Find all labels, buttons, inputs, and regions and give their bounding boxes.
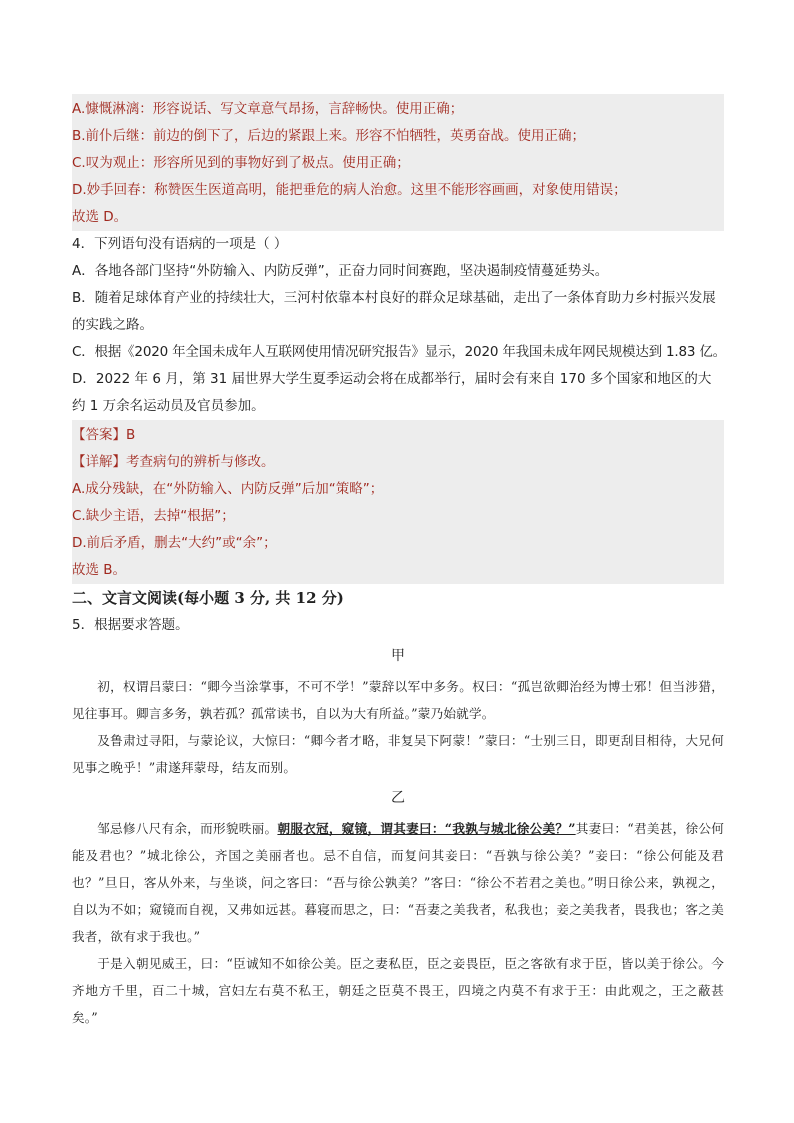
question-4-stem: 4．下列语句没有语病的一项是（ ） xyxy=(72,236,288,252)
answer-block-q3 xyxy=(72,94,724,231)
detail-row xyxy=(72,449,724,476)
question-4-option-a: A．各地各部门坚持“外防输入、内防反弹”，正奋力同时间赛跑，坚决遏制疫情蔓延势头。 xyxy=(72,263,609,279)
question-5-stem: 5．根据要求答题。 xyxy=(72,617,189,633)
passage-yi-p1-start: 邹忌修八尺有余，而形貌昳丽。 xyxy=(97,821,278,836)
passage-yi-paragraph-1 xyxy=(72,815,724,950)
answer-line-a: A.成分残缺，在“外防输入、内防反弹”后加“策略”； xyxy=(72,481,384,497)
passage-title-yi: 乙 xyxy=(391,790,405,806)
answer-row xyxy=(72,422,724,449)
question-4-option-c: C．根据《2020 年全国未成年人互联网使用情况研究报告》显示，2020 年我国未成年网民规模达到 1.83 亿。 xyxy=(72,344,726,360)
answer-line-c: C.叹为观止：形容所见到的事物好到了极点。使用正确； xyxy=(72,155,410,171)
question-4-option-d: D．2022 年 6 月，第 31 届世界大学生夏季运动会将在成都举行，届时会有来自 170 多个国家和地区的大约 1 万余名运动员及官员参加。 xyxy=(72,371,712,414)
question-4-option-b: B．随着足球体育产业的持续壮大，三河村依靠本村良好的群众足球基础，走出了一条体育助力乡村振兴发展的实践之路。 xyxy=(72,290,716,333)
document-page xyxy=(72,94,724,1031)
section-heading: 二、文言文阅读(每小题 3 分, 共 12 分) xyxy=(72,589,344,607)
answer-line-c: C.缺少主语，去掉“根据”； xyxy=(72,508,235,524)
passage-title-jia: 甲 xyxy=(391,648,405,664)
answer-line-d: D.前后矛盾，删去“大约”或“余”； xyxy=(72,535,277,551)
answer-choice: 故选 D。 xyxy=(72,209,128,225)
passage-yi-p1-rest: 其妻曰：“君美甚，徐公何能及君也？”城北徐公，齐国之美丽者也。忌不自信，而复问其妾曰：“吾孰与徐公美？”妾曰：“徐公何能及君也？”旦日，客从外来，与坐谈，问之客曰：“吾与徐公孰美？”客曰：“徐公不若君之美也。”明日徐公来，孰视之，自以为不如；窥镜而自视，又弗如远甚。暮寝而思之，曰：“吾妻之美我者，私我也；妾之美我者，畏我也；客之美我者，欲有求于我也。” xyxy=(72,821,724,944)
answer-value: B xyxy=(126,427,136,443)
detail-text: 考查病句的辨析与修改。 xyxy=(126,454,275,470)
answer-line-b: B.前仆后继：前边的倒下了，后边的紧跟上来。形容不怕牺牲，英勇奋战。使用正确； xyxy=(72,128,586,144)
answer-block-q4 xyxy=(72,420,724,584)
passage-jia-paragraph-1: 初，权谓吕蒙曰：“卿今当涂掌事，不可不学！”蒙辞以军中多务。权曰：“孤岂欲卿治经为博士邪！但当涉猎，见往事耳。卿言多务，孰若孤？孤常读书，自以为大有所益。”蒙乃始就学。 xyxy=(72,679,724,721)
question-4 xyxy=(72,231,724,420)
answer-choice: 故选 B。 xyxy=(72,562,127,578)
passage-jia-paragraph-2: 及鲁肃过寻阳，与蒙论议，大惊曰：“卿今者才略，非复吴下阿蒙！”蒙曰：“士别三日，即更刮目相待，大兄何见事之晚乎！”肃遂拜蒙母，结友而别。 xyxy=(72,733,724,775)
detail-label: 【详解】 xyxy=(72,454,126,470)
answer-line-a: A.慷慨淋漓：形容说话、写文章意气昂扬，言辞畅快。使用正确； xyxy=(72,101,464,117)
passage-yi-paragraph-2: 于是入朝见威王，曰：“臣诚知不如徐公美。臣之妻私臣，臣之妾畏臣，臣之客欲有求于臣，皆以美于徐公。今齐地方千里，百二十城，宫妇左右莫不私王，朝廷之臣莫不畏王，四境之内莫不有求于王：由此观之，王之蔽甚矣。” xyxy=(72,956,724,1025)
underlined-sentence: 朝服衣冠，窥镜，谓其妻曰：“我孰与城北徐公美？” xyxy=(277,821,576,836)
answer-line-d: D.妙手回春：称赞医生医道高明，能把垂危的病人治愈。这里不能形容画画，对象使用错误； xyxy=(72,182,627,198)
answer-label: 【答案】 xyxy=(72,427,126,443)
